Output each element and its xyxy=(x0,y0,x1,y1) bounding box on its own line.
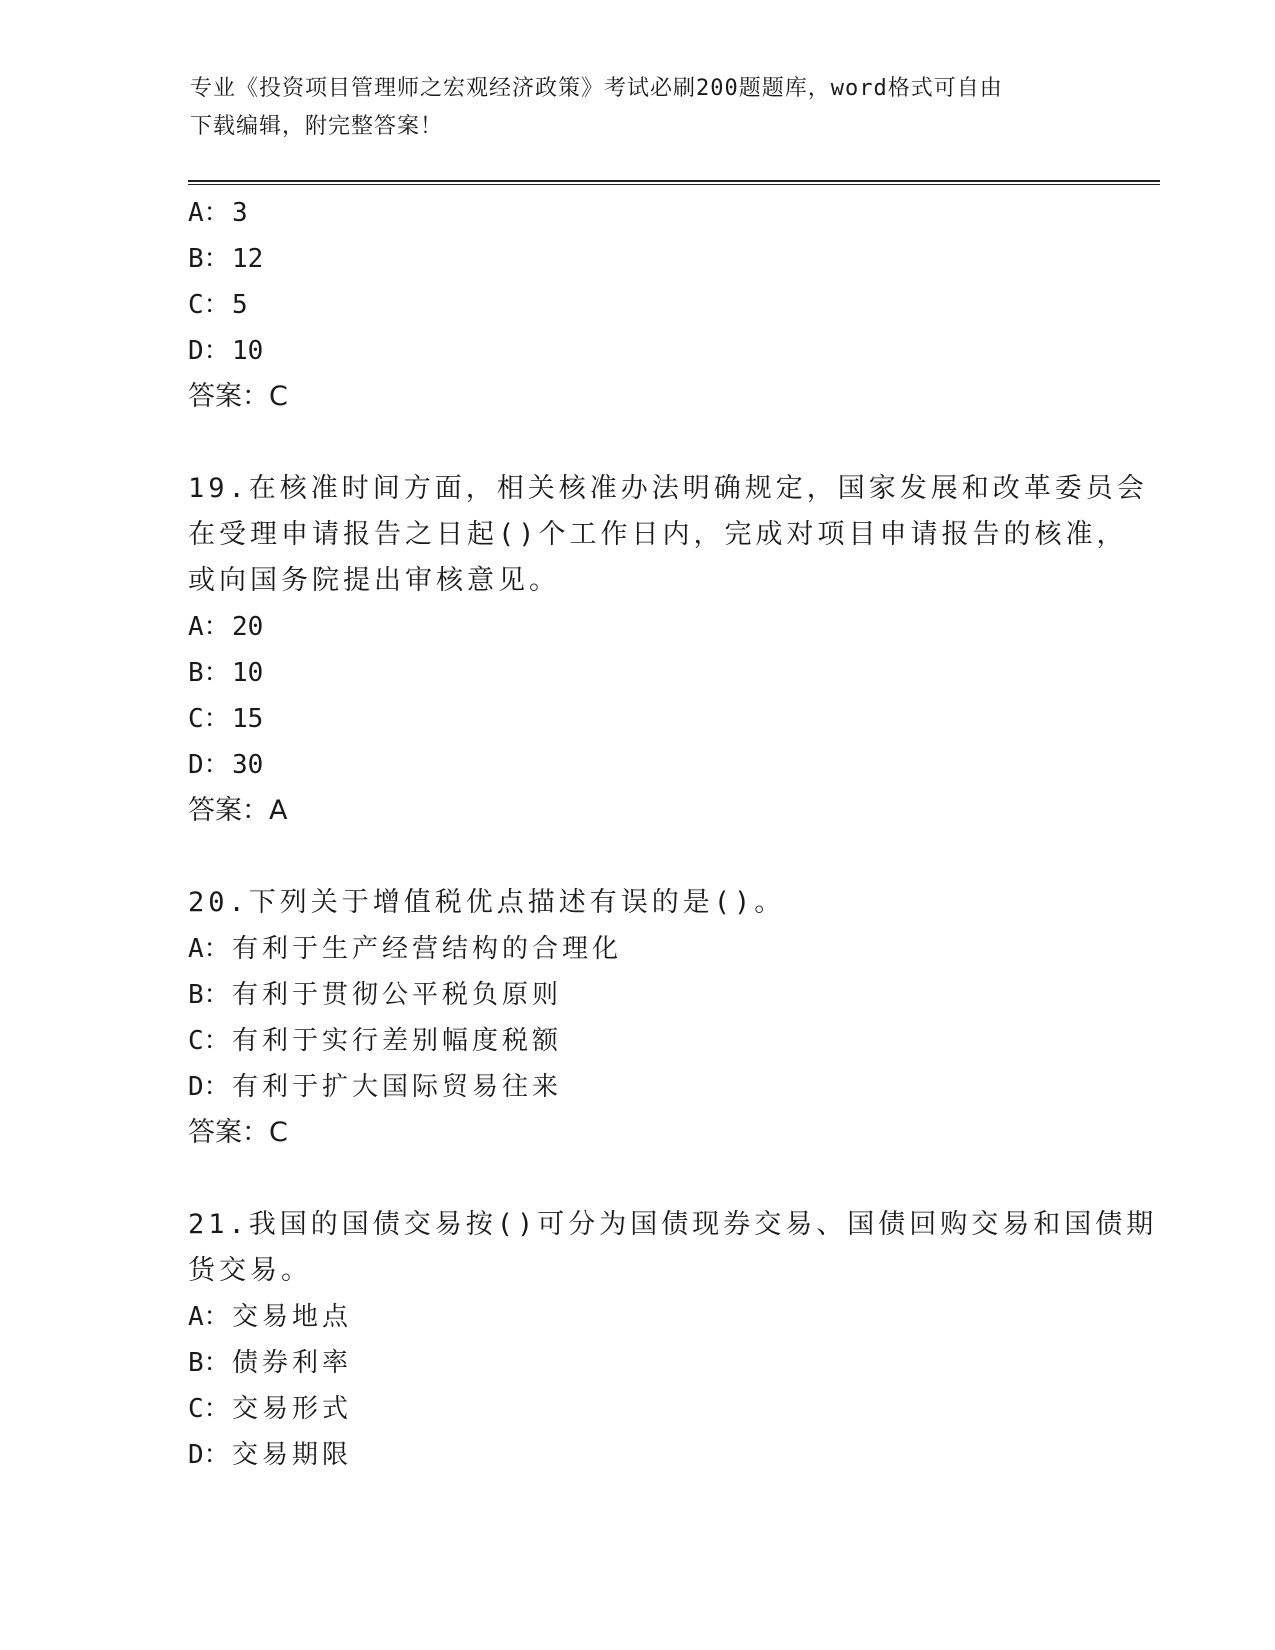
option-d: D：交易期限 xyxy=(188,1440,353,1470)
option-c: C：有利于实行差别幅度税额 xyxy=(188,1026,563,1056)
answer: 答案：C xyxy=(188,381,288,412)
spacer xyxy=(188,834,1088,880)
option-d: D：30 xyxy=(188,750,264,780)
spacer xyxy=(188,420,1088,466)
header-line-2: 下载编辑，附完整答案！ xyxy=(190,114,444,139)
question-21 xyxy=(188,1202,1158,1478)
question-stem-line: 21.我国的国债交易按()可分为国债现券交易、国债回购交易和国债期 xyxy=(188,1209,1158,1240)
question-stem-line: 20.下列关于增值税优点描述有误的是()。 xyxy=(188,887,786,918)
option-b: B：债券利率 xyxy=(188,1348,353,1378)
option-c: C：15 xyxy=(188,704,264,734)
header-divider xyxy=(188,180,1160,185)
option-a: A：3 xyxy=(188,198,248,228)
spacer xyxy=(188,1156,1088,1202)
option-d: D：有利于扩大国际贸易往来 xyxy=(188,1072,563,1102)
option-a: A：20 xyxy=(188,612,264,642)
answer: 答案：C xyxy=(188,1117,288,1148)
option-b: B：12 xyxy=(188,244,264,274)
option-d: D：10 xyxy=(188,336,264,366)
document-header xyxy=(190,70,1090,146)
question-stem-line: 或向国务院提出审核意见。 xyxy=(188,565,560,596)
option-a: A：有利于生产经营结构的合理化 xyxy=(188,934,623,964)
option-a: A：交易地点 xyxy=(188,1302,353,1332)
option-b: B：有利于贯彻公平税负原则 xyxy=(188,980,563,1010)
question-list xyxy=(188,190,1158,1478)
question-18 xyxy=(188,190,1088,420)
question-19 xyxy=(188,466,1148,834)
question-stem-line: 在受理申请报告之日起()个工作日内，完成对项目申请报告的核准， xyxy=(188,519,1128,550)
question-20 xyxy=(188,880,1088,1156)
question-stem-line: 货交易。 xyxy=(188,1255,312,1286)
header-line-1: 专业《投资项目管理师之宏观经济政策》考试必刷200题题库，word格式可自由 xyxy=(190,76,1003,101)
answer: 答案：A xyxy=(188,795,288,826)
option-c: C：5 xyxy=(188,290,248,320)
option-b: B：10 xyxy=(188,658,264,688)
option-c: C：交易形式 xyxy=(188,1394,353,1424)
question-stem-line: 19.在核准时间方面，相关核准办法明确规定，国家发展和改革委员会 xyxy=(188,473,1148,504)
